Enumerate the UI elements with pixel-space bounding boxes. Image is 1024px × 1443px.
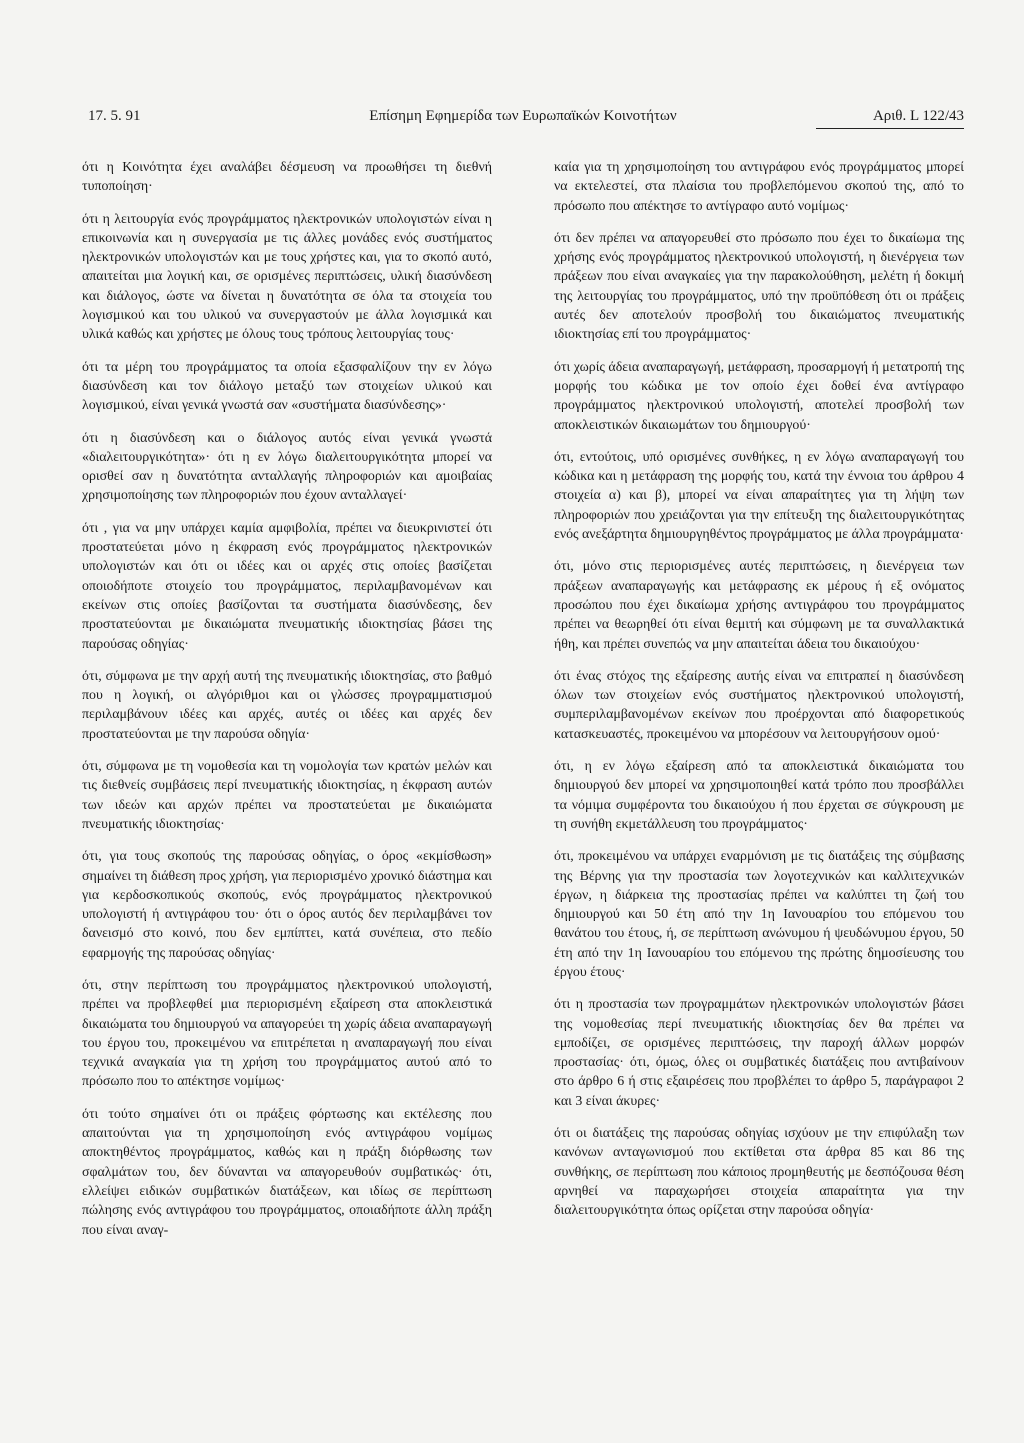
paragraph: ότι οι διατάξεις της παρούσας οδηγίας ισχύουν με την επιφύλαξη των κανόνων ανταγωνισμού που εκτίθεται στα άρθρα 85 και 86 της συνθήκης, σε περίπτωση που κάποιος προμηθευτής με δεσπόζουσα θέση αρνηθεί να παραχωρήσει στοιχεία απαραίτητα για την διαλειτουργικότητα όπως ορίζεται στην παρούσα οδηγία·: [554, 1126, 964, 1219]
header-date: 17. 5. 91: [88, 108, 141, 124]
paragraph: ότι, η εν λόγω εξαίρεση από τα αποκλειστικά δικαιώματα του δημιουργού δεν μπορεί να χρησιμοποιηθεί κατά τρόπο που προσβάλλει τα νόμιμα συμφέροντα του δικαιούχου ή που έρχεται σε σύγκρουση με τη συνήθη εκμετάλλευση του προγράμματος·: [554, 759, 964, 832]
header-issue-reference: Αριθ. L 122/43: [872, 108, 964, 124]
paragraph: ότι, προκειμένου να υπάρχει εναρμόνιση με τις διατάξεις της σύμβασης της Βέρνης για την προστασία των λογοτεχνικών και καλλιτεχνικών έργων, η διάρκεια της προστασίας πρέπει να καλύπτει τη ζωή του δημιουργού και 50 έτη από την 1η Ιανουαρίου του επόμενου του θανάτου του έτους, ή, σε περίπτωση ανώνυμου ή ψευδώνυμου έργου, 50 έτη από την 1η Ιανουαρίου του επόμενου της πρώτης δημοσίευσης του έργου έτους·: [554, 849, 964, 980]
paragraph: ότι η λειτουργία ενός προγράμματος ηλεκτρονικών υπολογιστών είναι η επικοινωνία και η συνεργασία με τις άλλες μονάδες ενός συστήματος ηλεκτρονικών υπολογιστών και με τους χρήστες και, για το σκοπό αυτό, απαιτείται μια λογική και, σε ορισμένες περιπτώσεις, υλική διασύνδεση και διάλογος, ώστε να δίνεται η δυνατότητα σε όλα τα στοιχεία του λογισμικού και του υλικού να συνεργαστούν με άλλα λογισμικά και υλικά καθώς και χρήστες με όλους τους τρόπους λειτουργίας τους·: [82, 211, 492, 343]
paragraph: ότι τα μέρη του προγράμματος τα οποία εξασφαλίζουν την εν λόγω διασύνδεση και τον διάλογο μεταξύ των στοιχείων υλικού και λογισμικού, είναι γενικά γνωστά σαν «συστήματα διασύνδεσης»·: [82, 359, 492, 414]
paragraph: ότι, μόνο στις περιορισμένες αυτές περιπτώσεις, η διενέργεια των πράξεων αναπαραγωγής και μετάφρασης εκ μέρους ή εξ ονόματος προσώπου που έχει δικαίωμα χρήσης αντιγράφου του προγράμματος πρέπει να θεωρηθεί ότι είναι θεμιτή και σύμφωνη με τα συναλλακτικά ήθη, και πρέπει συνεπώς να μην απαιτείται άδεια του δικαιούχου·: [554, 559, 964, 652]
paragraph: ότι η προστασία των προγραμμάτων ηλεκτρονικών υπολογιστών βάσει της νομοθεσίας περί πνευματικής ιδιοκτησίας δεν θα πρέπει να εμποδίζει, σε ορισμένες περιπτώσεις, την παροχή άλλων μορφών προστασίας· ότι, όμως, όλες οι συμβατικές διατάξεις που αντιβαίνουν στο άρθρο 6 ή στις εξαιρέσεις που προβλέπει το άρθρο 5, παράγραφοι 2 και 3 είναι άκυρες·: [554, 997, 964, 1109]
header-rule: [816, 128, 964, 129]
right-column: [554, 158, 964, 1253]
header-journal-title: Επίσημη Εφημερίδα των Ευρωπαϊκών Κοινοτήτων: [369, 108, 677, 124]
paragraph: ότι, για τους σκοπούς της παρούσας οδηγίας, ο όρος «εκμίσθωση» σημαίνει τη διάθεση προς χρήση, για περιορισμένο χρονικό διάστημα και για κερδοσκοπικούς σκοπούς, ενός προγράμματος ηλεκτρονικού υπολογιστή ή αντιγράφου του· ότι ο όρος αυτός δεν περιλαμβάνει τον δανεισμό στο κοινό, που δεν εμπίπτει, κατά συνέπεια, στο πεδίο εφαρμογής της παρούσας οδηγίας·: [82, 849, 492, 961]
left-column: [82, 158, 492, 1253]
paragraph: καία για τη χρησιμοποίηση του αντιγράφου ενός προγράμματος μπορεί να εκτελεστεί, στα πλαίσια του προβλεπόμενου σκοπού της, από το πρόσωπο που απέκτησε το αντίγραφο αυτό νομίμως·: [554, 160, 964, 214]
paragraph: ότι, σύμφωνα με τη νομοθεσία και τη νομολογία των κρατών μελών και τις διεθνείς συμβάσεις περί πνευματικής ιδιοκτησίας, η έκφραση αυτών των ιδεών και αρχών πρέπει να προστατεύεται με δικαιώματα πνευματικής ιδιοκτησίας·: [82, 759, 492, 832]
paragraph: ότι χωρίς άδεια αναπαραγωγή, μετάφραση, προσαρμογή ή μετατροπή της μορφής του κώδικα με τον οποίο έχει δοθεί ένα αντίγραφο προγράμματος ηλεκτρονικού υπολογιστή, αποτελεί προσβολή των αποκλειστικών δικαιωμάτων του δημιουργού·: [554, 359, 964, 433]
paragraph: ότι η Κοινότητα έχει αναλάβει δέσμευση να προωθήσει τη διεθνή τυποποίηση·: [82, 160, 492, 195]
paragraph: ότι, εντούτοις, υπό ορισμένες συνθήκες, η εν λόγω αναπαραγωγή του κώδικα και η μετάφραση της μορφής του, κατά την έννοια του άρθρου 4 στοιχεία α) και β), μπορεί να είναι απαραίτητες για τη λήψη των πληροφοριών που χρειάζονται για την επίτευξη της διαλειτουργικότητας ενός ανεξάρτητα δημιουργηθέντος προγράμματος με άλλα προγράμματα·: [554, 449, 964, 543]
page-header: [82, 108, 964, 136]
paragraph: ότι, σύμφωνα με την αρχή αυτή της πνευματικής ιδιοκτησίας, στο βαθμό που η λογική, οι αλγόριθμοι και οι γλώσσες προγραμματισμού περιλαμβάνουν ιδέες και αρχές, αυτές οι ιδέες και αρχές δεν προστατεύονται με την παρούσα οδηγία·: [82, 668, 492, 742]
paragraph: ότι ένας στόχος της εξαίρεσης αυτής είναι να επιτραπεί η διασύνδεση όλων των στοιχείων ενός συστήματος ηλεκτρονικού υπολογιστή, συμπεριλαμβανομένων εκείνων που προέρχονται από διαφορετικούς κατασκευαστές, προκειμένου να μπορέσουν να λειτουργήσουν ομού·: [554, 668, 964, 742]
paragraph: ότι δεν πρέπει να απαγορευθεί στο πρόσωπο που έχει το δικαίωμα της χρήσης ενός προγράμματος ηλεκτρονικού υπολογιστή, η διενέργεια των πράξεων που είναι αναγκαίες για την παρακολούθηση, μελέτη ή δοκιμή της λειτουργίας του προγράμματος, υπό την προϋπόθεση ότι οι πράξεις αυτές δεν αποτελούν προσβολή του δικαιώματος πνευματικής ιδιοκτησίας επί του προγράμματος·: [554, 230, 964, 343]
paragraph: ότι η διασύνδεση και ο διάλογος αυτός είναι γενικά γνωστά «διαλειτουργικότητα»· ότι η εν λόγω διαλειτουργικότητα μπορεί να ορισθεί σαν η δυνατότητα ανταλλαγής πληροφοριών και αμοιβαίας χρησιμοποίησης των πληροφοριών που έχουν ανταλλαγεί·: [82, 430, 492, 504]
text-columns: [82, 158, 964, 1253]
paragraph: ότι , για να μην υπάρχει καμία αμφιβολία, πρέπει να διευκρινιστεί ότι προστατεύεται μόνο η έκφραση ενός προγράμματος ηλεκτρονικών υπολογιστών και ότι οι ιδέες και οι αρχές στις οποίες βασίζεται οποιοδήποτε στοιχείο του προγράμματος, περιλαμβανομένων και εκείνων στις οποίες βασίζονται τα συστήματα διασύνδεσης, δεν προστατεύονται με δικαιώματα πνευματικής ιδιοκτησίας βάσει της παρούσας οδηγίας·: [82, 520, 492, 652]
paragraph: ότι, στην περίπτωση του προγράμματος ηλεκτρονικού υπολογιστή, πρέπει να προβλεφθεί μια περιορισμένη εξαίρεση στα αποκλειστικά δικαιώματα του δημιουργού να απαγορεύει τη χωρίς άδεια αναπαραγωγή του έργου του, προκειμένου να επιτρέπεται η αναπαραγωγή που είναι τεχνικά αναγκαία για τη χρήση του προγράμματος αυτού από το πρόσωπο που το απέκτησε νομίμως·: [82, 977, 492, 1090]
paragraph: ότι τούτο σημαίνει ότι οι πράξεις φόρτωσης και εκτέλεσης που απαιτούνται για τη χρησιμοποίηση ενός αντιγράφου νομίμως αποκτηθέντος προγράμματος, καθώς και η πράξη διόρθωσης των σφαλμάτων του, δεν δύνανται να απαγορευθούν συμβατικώς· ότι, ελλείψει ειδικών συμβατικών διατάξεων, και ιδίως σε περίπτωση πώλησης ενός αντιγράφου του προγράμματος, οποιαδήποτε άλλη πράξη που είναι αναγ-: [82, 1106, 492, 1238]
